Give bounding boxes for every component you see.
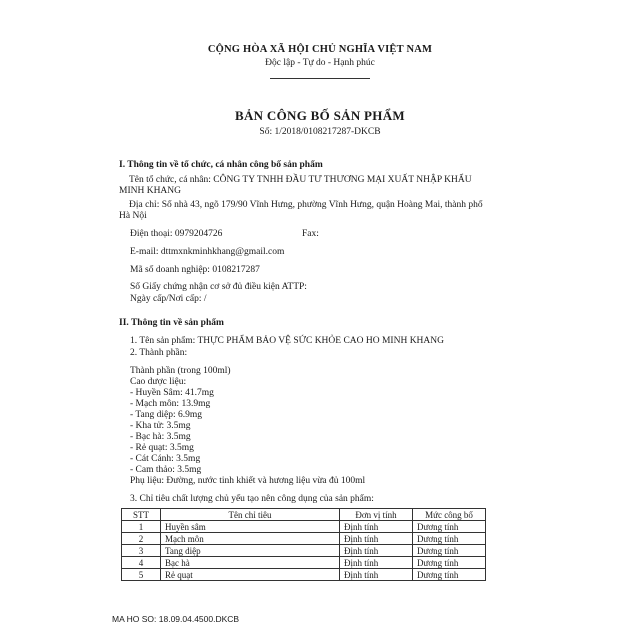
org-address: Địa chỉ: Số nhà 43, ngõ 179/90 Vĩnh Hưng, phường Vĩnh Hưng, quận Hoàng Mai, thành phố Hà Nội — [119, 200, 483, 221]
section2-heading: II. Thông tin về sản phẩm — [119, 318, 224, 328]
org-fax: Fax: — [302, 229, 319, 239]
document-title: BẢN CÔNG BỐ SẢN PHẨM — [235, 108, 405, 123]
motto: Độc lập - Tự do - Hạnh phúc — [265, 58, 375, 68]
composition-line: - Huyền Sâm: 41.7mg — [130, 388, 214, 398]
table-cell: Dương tính — [413, 521, 486, 533]
cert-issue: Ngày cấp/Nơi cấp: / — [130, 294, 207, 304]
table-header-cell: Mức công bố — [413, 509, 486, 521]
composition-line: - Bạc hà: 3.5mg — [130, 432, 191, 442]
table-row — [122, 569, 486, 581]
table-header-row — [122, 509, 486, 521]
table-cell: 5 — [122, 569, 161, 581]
table-cell: 4 — [122, 557, 161, 569]
table-cell: Định tính — [340, 521, 413, 533]
table-header-cell: Tên chỉ tiêu — [161, 509, 340, 521]
table-cell: 2 — [122, 533, 161, 545]
composition-line: - Mạch môn: 13.9mg — [130, 399, 211, 409]
table-row — [122, 557, 486, 569]
table-header-cell: Đơn vị tính — [340, 509, 413, 521]
table-row — [122, 545, 486, 557]
country-header: CỘNG HÒA XÃ HỘI CHỦ NGHĨA VIỆT NAM — [207, 44, 433, 55]
table-cell: Rẻ quạt — [161, 569, 340, 581]
table-cell: Tang diệp — [161, 545, 340, 557]
table-cell: Định tính — [340, 533, 413, 545]
header-divider — [270, 78, 370, 79]
section1-heading: I. Thông tin về tổ chức, cá nhân công bố sản phẩm — [119, 160, 323, 170]
table-cell: 3 — [122, 545, 161, 557]
product-name: 1. Tên sản phẩm: THỰC PHẨM BẢO VỆ SỨC KHỎE CAO HO MINH KHANG — [130, 336, 444, 346]
table-cell: Định tính — [340, 557, 413, 569]
table-cell: 1 — [122, 521, 161, 533]
composition-line: - Cát Cánh: 3.5mg — [130, 454, 201, 464]
table-cell: Dương tính — [413, 569, 486, 581]
composition-line: Cao dược liệu: — [130, 377, 187, 387]
composition-line: - Kha tử: 3.5mg — [130, 421, 191, 431]
table-cell: Huyền sâm — [161, 521, 340, 533]
table-row — [122, 521, 486, 533]
org-phone: Điện thoại: 0979204726 — [130, 229, 223, 239]
table-cell: Dương tính — [413, 557, 486, 569]
org-email: E-mail: dttmxnkminhkhang@gmail.com — [130, 247, 285, 257]
document-number: Số: 1/2018/0108217287-DKCB — [259, 127, 381, 137]
composition-line: - Tang diệp: 6.9mg — [130, 410, 202, 420]
table-cell: Bạc hà — [161, 557, 340, 569]
composition-line: Phụ liệu: Đường, nước tinh khiết và hương liệu vừa đủ 100ml — [130, 476, 366, 486]
table-cell: Định tính — [340, 569, 413, 581]
composition-line: Thành phần (trong 100ml) — [130, 366, 231, 376]
table-cell: Dương tính — [413, 533, 486, 545]
criteria-table — [121, 508, 486, 581]
table-cell: Dương tính — [413, 545, 486, 557]
org-name: Tên tổ chức, cá nhân: CÔNG TY TNHH ĐẦU TƯ THƯƠNG MẠI XUẤT NHẬP KHẨU MINH KHANG — [119, 175, 472, 196]
table-cell: Định tính — [340, 545, 413, 557]
table-cell: Mạch môn — [161, 533, 340, 545]
food-safety-cert: Số Giấy chứng nhận cơ sở đủ điều kiện ATTP: — [130, 282, 307, 292]
table-row — [122, 533, 486, 545]
table-header-cell: STT — [122, 509, 161, 521]
org-tax-code: Mã số doanh nghiệp: 0108217287 — [130, 265, 260, 275]
criteria-label: 3. Chỉ tiêu chất lượng chủ yếu tạo nên công dụng của sản phẩm: — [130, 494, 374, 504]
composition-line: - Rẻ quạt: 3.5mg — [130, 443, 194, 453]
dossier-code: MA HO SO: 18.09.04.4500.DKCB — [112, 614, 240, 624]
composition-line: - Cam thảo: 3.5mg — [130, 465, 202, 475]
composition-label: 2. Thành phần: — [130, 348, 188, 358]
